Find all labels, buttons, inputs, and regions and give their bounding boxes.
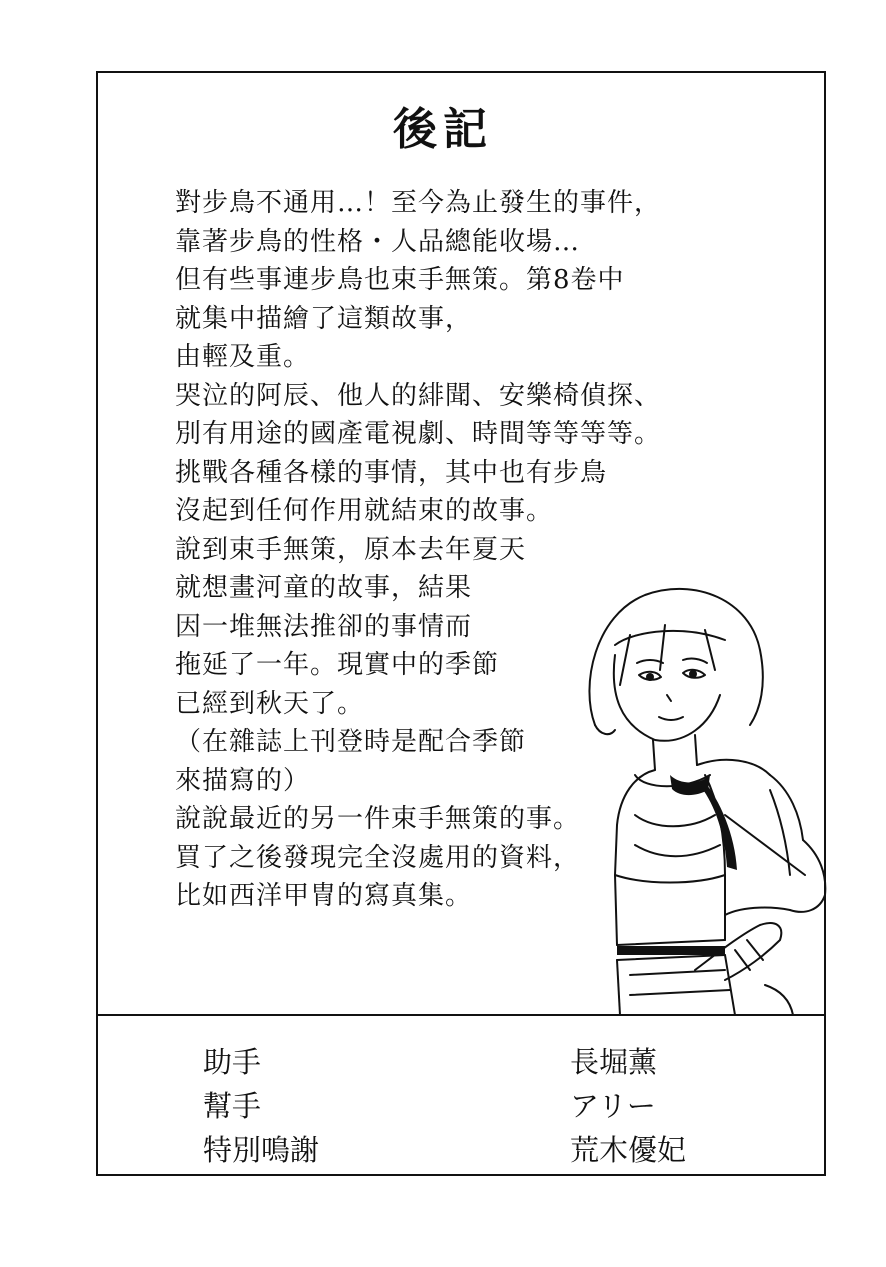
- text-line: 但有些事連步鳥也束手無策。第8卷中: [175, 265, 625, 295]
- text-line: 已經到秋天了。: [175, 688, 365, 719]
- credit-name: 荒木優妃: [570, 1133, 687, 1167]
- text-line: 靠著步鳥的性格・人品總能收場…: [175, 226, 581, 257]
- armored-girl-illustration: [575, 575, 830, 1015]
- page-title: 後記: [393, 104, 493, 155]
- text-line: 挑戰各種各樣的事情，其中也有步鳥: [175, 457, 608, 488]
- credits-roles: [203, 1040, 319, 1172]
- credit-role: 幫手: [203, 1089, 262, 1123]
- text-line: 對步鳥不通用…！至今為止發生的事件，: [175, 188, 662, 218]
- credit-name: 長堀薰: [570, 1045, 658, 1079]
- text-line: 比如西洋甲冑的寫真集。: [175, 881, 473, 911]
- text-line: 哭泣的阿辰、他人的緋聞、安樂椅偵探、: [175, 380, 662, 411]
- credit-role: 特別鳴謝: [203, 1133, 320, 1167]
- text-line: 因一堆無法推卻的事情而: [175, 611, 473, 642]
- credits-names: [570, 1040, 686, 1172]
- credit-name: アリー: [570, 1089, 656, 1123]
- credit-role: 助手: [203, 1045, 262, 1079]
- text-line: 來描寫的）: [175, 765, 311, 796]
- text-line: 別有用途的國產電視劇、時間等等等等。: [175, 419, 662, 449]
- text-line: 說到束手無策，原本去年夏天: [175, 534, 527, 565]
- text-line: （在雜誌上刊登時是配合季節: [175, 727, 527, 757]
- text-line: 拖延了一年。現實中的季節: [175, 650, 500, 680]
- text-line: 就想畫河童的故事，結果: [175, 573, 473, 603]
- text-line: 就集中描繪了這類故事，: [175, 303, 473, 334]
- text-line: 說說最近的另一件束手無策的事。: [175, 804, 581, 834]
- text-line: 由輕及重。: [175, 342, 311, 372]
- text-line: 買了之後發現完全沒處用的資料，: [175, 842, 581, 873]
- text-line: 沒起到任何作用就結束的故事。: [175, 496, 554, 526]
